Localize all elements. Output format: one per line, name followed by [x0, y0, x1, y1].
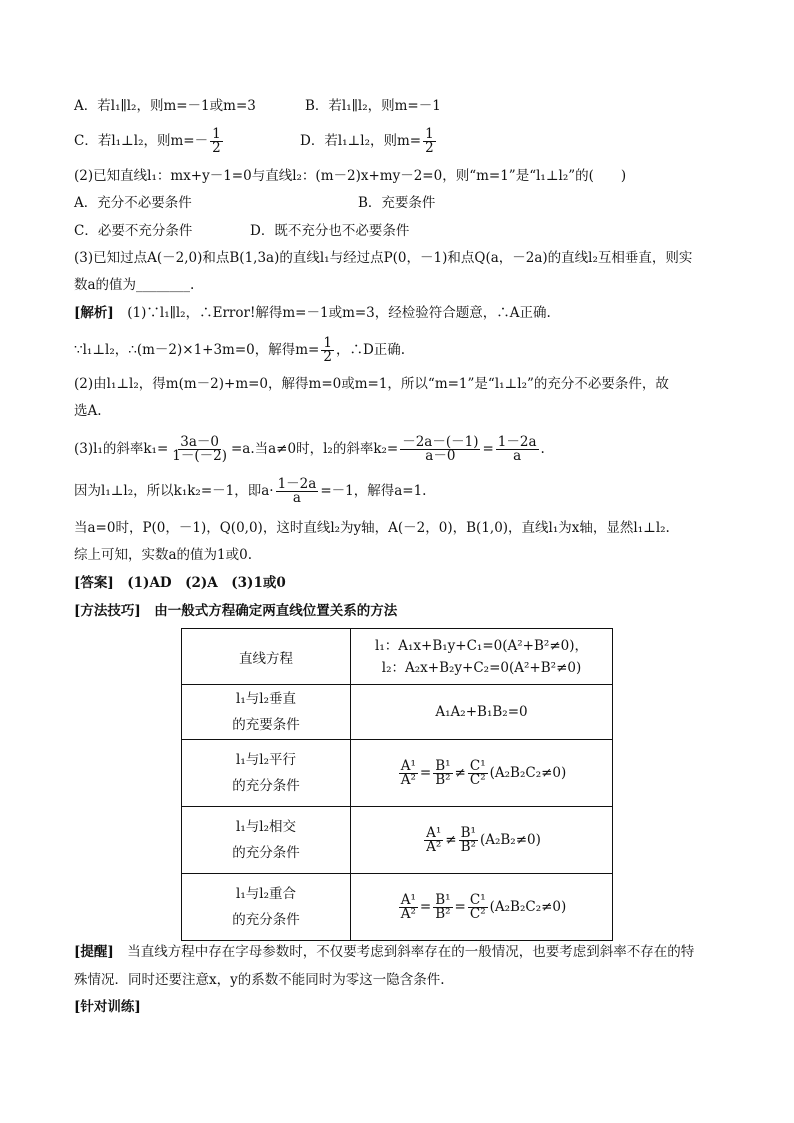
table-row [182, 740, 613, 807]
operator: ≠ [454, 764, 466, 781]
fraction-denominator: a [513, 448, 522, 464]
analysis-label: [解析] [74, 305, 114, 321]
q3-stem-line-1: (3)已知过点A(－2,0)和点B(1,3a)的直线l₁与经过点P(0，－1)和点Q(a，－2a)的直线l₂互相垂直，则实 [74, 250, 693, 266]
analysis-text: . [540, 441, 545, 457]
analysis-text: = [482, 441, 494, 457]
condition-tail: (A₂B₂C₂≠0) [489, 898, 567, 915]
q2-stem: (2)已知直线l₁：mx+y－1=0与直线l₂：(m－2)x+my－2=0，则“m=1”是“l₁⊥l₂”的( ) [74, 168, 627, 184]
operator: = [454, 898, 466, 915]
table-row [182, 874, 613, 941]
analysis-text: =a.当a≠0时，l₂的斜率k₂= [230, 441, 399, 457]
fraction-denominator: C² [469, 905, 486, 922]
fraction-denominator: B² [435, 771, 451, 788]
analysis-text: (1)∵l₁∥l₂，∴Error!解得m=－1或m=3，经检验符合题意，∴A正确. [113, 305, 551, 321]
fraction-denominator: B² [460, 838, 476, 855]
fraction-numerator: 1 [425, 126, 434, 142]
fraction-a [399, 757, 418, 788]
fraction-c [468, 891, 488, 922]
fraction-numerator: A¹ [426, 824, 442, 841]
q1-option-c [74, 128, 225, 155]
fraction-denominator: 2 [212, 140, 221, 156]
fraction-numerator: C¹ [469, 891, 486, 908]
fraction-numerator: B¹ [435, 757, 451, 774]
formula-cell [351, 740, 613, 807]
analysis-line-6 [74, 478, 426, 505]
condition-line-2: 的充要条件 [232, 717, 300, 733]
slope-k2-simplified-fraction [496, 436, 539, 463]
analysis-text: ，∴D正确. [335, 342, 406, 358]
fraction-b [433, 757, 452, 788]
line-2-equation: l₂：A₂x+B₂y+C₂=0(A²+B²≠0) [381, 659, 582, 676]
tip-text: 当直线方程中存在字母参数时，不仅要考虑到斜率存在的一般情况，也要考虑到斜率不存在的特 [113, 944, 695, 960]
analysis-line-2 [74, 337, 405, 364]
fraction-numerator: B¹ [435, 891, 451, 908]
fraction-b [433, 891, 452, 922]
condition-line-2: 的充分条件 [232, 778, 300, 794]
operator: = [419, 898, 432, 915]
q1-option-d-fraction [423, 128, 436, 155]
q1-option-d [300, 128, 438, 155]
q2-option-a: A．充分不必要条件 [74, 195, 192, 211]
formula-cell: A₁A₂+B₁B₂=0 [351, 685, 613, 740]
fraction-numerator: C¹ [469, 757, 486, 774]
analysis-line-4: 选A. [74, 403, 102, 419]
analysis-line-5 [74, 436, 545, 463]
answer-label: [答案] [74, 575, 114, 591]
condition-line-1: l₁与l₂重合 [236, 886, 296, 902]
q1-option-a-text: A．若l₁∥l₂，则m=－1或m=3 [74, 98, 256, 114]
fraction-denominator: A² [400, 905, 416, 922]
table-row [182, 685, 613, 740]
slope-k1-fraction [170, 436, 229, 463]
tip-label: [提醒] [74, 944, 114, 960]
tip-line-2: 殊情况．同时还要注意x，y的系数不能同时为零这一隐含条件. [74, 972, 445, 988]
analysis-text: (3)l₁的斜率k₁= [74, 441, 169, 457]
fraction-c [468, 757, 488, 788]
q3-stem-line-2: 数a的值为________. [74, 277, 195, 293]
q2-option-d: D．既不充分也不必要条件 [250, 223, 410, 239]
operator: = [419, 764, 432, 781]
method-line [74, 601, 397, 621]
fraction-numerator: A¹ [400, 891, 416, 908]
fraction-denominator: B² [435, 905, 451, 922]
q1-option-c-fraction [210, 128, 223, 155]
condition-cell [182, 685, 351, 740]
condition-line-2: 的充分条件 [232, 845, 300, 861]
table-header-row [182, 629, 613, 685]
fraction-numerator: A¹ [400, 757, 416, 774]
fraction-denominator: a [292, 490, 301, 506]
fraction-denominator: 1－(－2) [172, 448, 227, 464]
table-header-left: 直线方程 [182, 629, 351, 685]
fraction-numerator: 1 [323, 335, 332, 351]
analysis-line-8: 综上可知，实数a的值为1或0. [74, 547, 253, 563]
answer-text: (1)AD (2)A (3)1或0 [113, 575, 286, 591]
analysis-text: ∵l₁⊥l₂，∴(m－2)×1+3m=0，解得m= [74, 342, 320, 358]
q1-option-d-text: D．若l₁⊥l₂，则m= [300, 133, 422, 149]
method-title: 由一般式方程确定两直线位置关系的方法 [140, 603, 398, 619]
condition-line-1: l₁与l₂相交 [236, 819, 296, 835]
line-1-equation: l₁：A₁x+B₁y+C₁=0(A²+B²≠0)， [375, 637, 588, 654]
tip-line-1 [74, 942, 694, 962]
fraction-numerator: －2a－(－1) [402, 434, 479, 450]
slope-k2-fraction [400, 436, 480, 463]
fraction-numerator: 3a－0 [180, 434, 219, 450]
fraction-denominator: C² [469, 771, 486, 788]
q1-option-b [305, 96, 441, 116]
fraction-denominator: 2 [425, 140, 434, 156]
condition-tail: (A₂B₂C₂≠0) [489, 764, 567, 781]
fraction-denominator: a－0 [425, 448, 456, 464]
fraction-denominator: A² [400, 771, 416, 788]
training-label: [针对训练] [74, 999, 141, 1015]
q1-option-b-text: B．若l₁∥l₂，则m=－1 [305, 98, 441, 114]
condition-line-1: l₁与l₂垂直 [236, 691, 296, 707]
q1-option-c-text: C．若l₁⊥l₂，则m=－ [74, 133, 209, 149]
fraction-b [459, 824, 478, 855]
analysis-fraction [321, 337, 334, 364]
fraction-numerator: 1－2a [497, 434, 537, 450]
analysis-line-7: 当a=0时，P(0，－1)，Q(0,0)，这时直线l₂为y轴，A(－2，0)，B(1,0)，直线l₁为x轴，显然l₁⊥l₂. [74, 520, 670, 536]
fraction-a [399, 891, 418, 922]
analysis-line-1 [74, 303, 551, 323]
analysis-line-3: (2)由l₁⊥l₂，得m(m－2)+m=0，解得m=0或m=1，所以“m=1”是“l₁⊥l₂”的充分不必要条件，故 [74, 376, 669, 392]
answer-line [74, 573, 286, 593]
fraction-denominator: A² [426, 838, 442, 855]
fraction-numerator: B¹ [460, 824, 476, 841]
analysis-text: =－1，解得a=1. [320, 483, 427, 499]
formula-cell [351, 807, 613, 874]
analysis-fraction [276, 478, 319, 505]
method-table [181, 628, 613, 941]
q2-option-c: C．必要不充分条件 [74, 223, 193, 239]
operator: ≠ [445, 831, 457, 848]
fraction-denominator: 2 [323, 349, 332, 365]
fraction-a [424, 824, 443, 855]
table-header-right [351, 629, 613, 685]
formula-cell [351, 874, 613, 941]
fraction-numerator: 1－2a [277, 476, 317, 492]
fraction-numerator: 1 [212, 126, 221, 142]
condition-line-1: l₁与l₂平行 [236, 752, 296, 768]
condition-line-2: 的充分条件 [232, 912, 300, 928]
q2-option-b: B．充要条件 [358, 195, 436, 211]
condition-tail: (A₂B₂≠0) [479, 831, 541, 848]
method-label: [方法技巧] [74, 603, 141, 619]
q1-option-a [74, 96, 256, 116]
condition-cell [182, 740, 351, 807]
table-row [182, 807, 613, 874]
condition-cell [182, 807, 351, 874]
condition-cell [182, 874, 351, 941]
analysis-text: 因为l₁⊥l₂，所以k₁k₂=－1，即a· [74, 483, 274, 499]
